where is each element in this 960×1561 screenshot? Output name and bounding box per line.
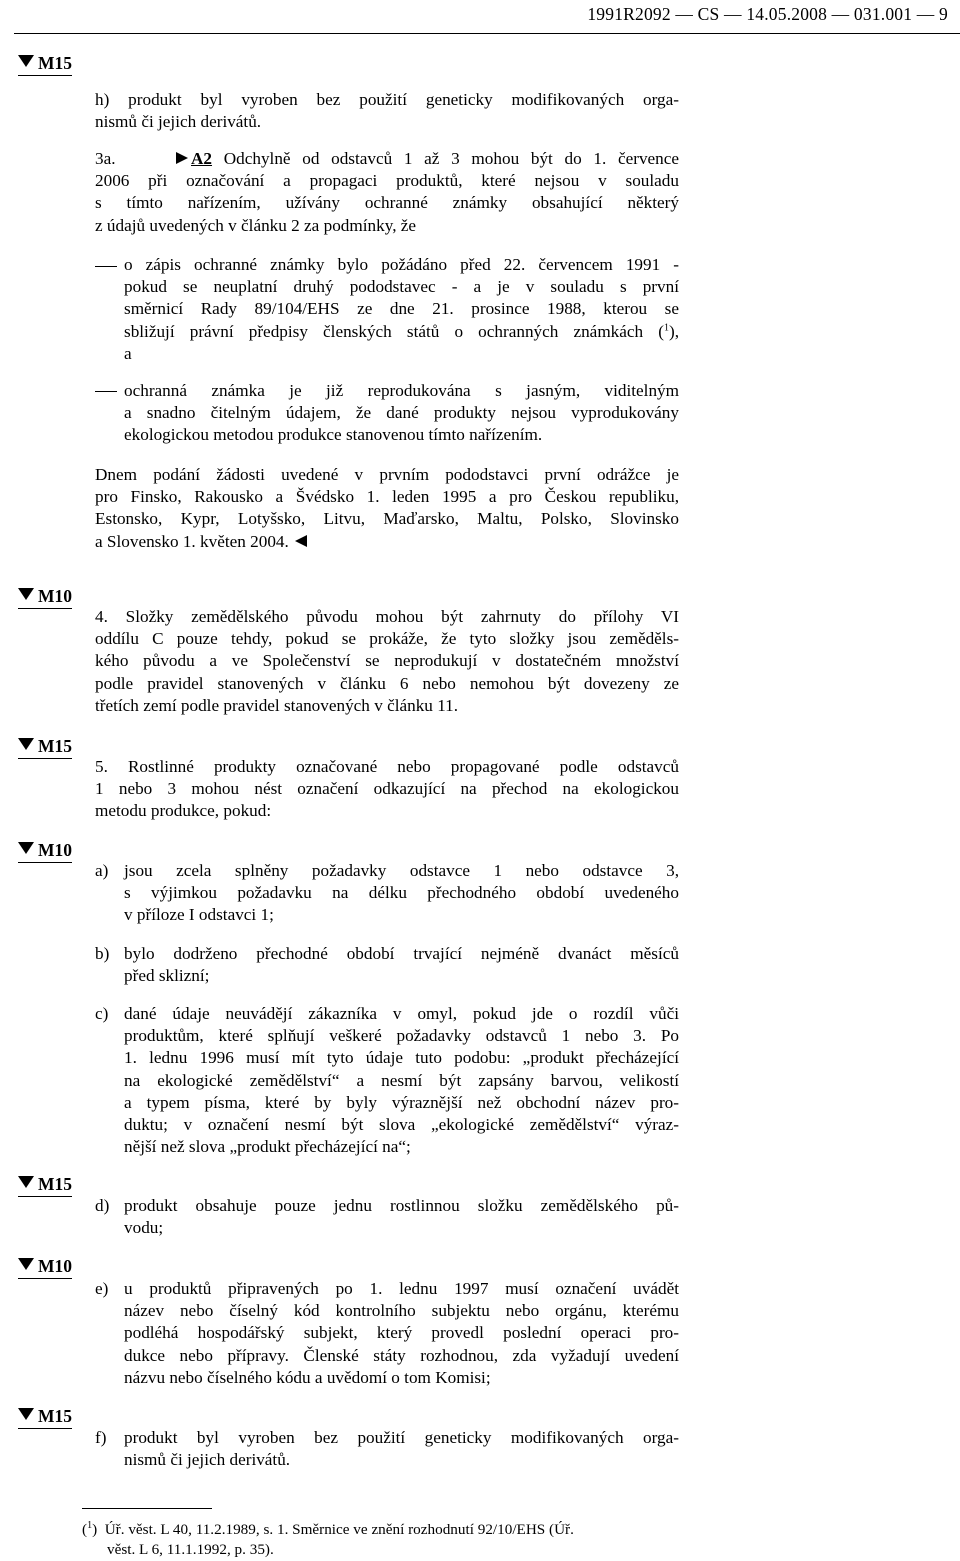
item-b-label: b) bbox=[95, 944, 110, 963]
running-header bbox=[0, 0, 960, 36]
triangle-down-icon bbox=[18, 842, 34, 854]
amendment-start-arrow-icon bbox=[176, 152, 188, 164]
triangle-down-icon bbox=[18, 1176, 34, 1188]
amendment-marker: M10 bbox=[18, 1256, 72, 1279]
paragraph-4: 4. Složky zemědělského původu mohou být zahrnuty do přílohy VI oddílu C pouze tehdy, pokud se prokáže, že tyto složky jsou zeměděls- kého původu a ve Společenství se neprodukují v dostatečném množství podle pravidel stanovených v článku 6 nebo nemohou být dovezeny ze třetích zemí podle pravidel stanovených v článku 11. bbox=[95, 607, 679, 715]
footnote: ($^1$) Úř. věst. L 40, 11.2.1989, s. 1. Směrnice ve znění rozhodnutí 92/10/EHS (Úř. věst. L 6, 11.1.1992, p. 35). bbox=[82, 1519, 574, 1558]
dash-item-1: o zápis ochranné známky bylo požádáno před 22. červencem 1991 - pokud se neuplatní druhý pododstavec - a je v souladu s první směrnicí Rady 89/104/EHS ze dne 21. prosince 1988, kterou se sbližují právní předpisy členských států o ochranných známkách ($^1$), a bbox=[124, 255, 679, 363]
item-a: jsou zcela splněny požadavky odstavce 1 nebo odstavce 3, s výjimkou požadavku na délku přechodného období uvedeného v příloze I odstavci 1; bbox=[124, 861, 679, 925]
triangle-down-icon bbox=[18, 738, 34, 750]
item-a-label: a) bbox=[95, 861, 109, 880]
header-rule bbox=[14, 33, 960, 34]
paragraph-dnem: Dnem podání žádosti uvedené v prvním pododstavci první odrážce je pro Finsko, Rakousko a Švédsko 1. leden 1995 a pro Českou republiku, Estonsko, Kypr, Lotyšsko, Litvu, Maďarsko, Maltu, Polsko, Slovinsko a Slovensko 1. květen 2004. bbox=[95, 465, 679, 551]
paragraph-h: h) produkt byl vyroben bez použití geneticky modifikovaných orga- nismů či jejich derivátů. bbox=[95, 90, 679, 132]
item-f: produkt byl vyroben bez použití geneticky modifikovaných orga- nismů či jejich derivátů. bbox=[124, 1428, 679, 1470]
dash-item-2: ochranná známka je již reprodukována s jasným, viditelným a snadno čitelným údajem, že dané produkty nejsou vyprodukovány ekologickou metodou produkce stanovenou tímto nařízením. bbox=[124, 381, 679, 445]
item-b: bylo dodrženo přechodné období trvající nejméně dvanáct měsíců před sklizní; bbox=[124, 944, 679, 986]
item-d: produkt obsahuje pouze jednu rostlinnou složku zemědělského pů- vodu; bbox=[124, 1196, 679, 1238]
item-c-label: c) bbox=[95, 1004, 109, 1023]
footnote-rule bbox=[82, 1508, 212, 1509]
paragraph-5: 5. Rostlinné produkty označované nebo propagované podle odstavců 1 nebo 3 mohou nést označení odkazující na přechod na ekologickou metodu produkce, pokud: bbox=[95, 757, 679, 821]
amendment-marker: M15 bbox=[18, 53, 72, 76]
amendment-ref: A2 bbox=[191, 149, 213, 168]
amendment-marker: M10 bbox=[18, 586, 72, 609]
dash-bullet bbox=[95, 266, 117, 267]
footnote-ref: 1 bbox=[663, 321, 669, 333]
item-c: dané údaje neuvádějí zákazníka v omyl, pokud jde o rozdíl vůči produktům, které splňují veškeré požadavky odstavců 1 nebo 3. Po 1. lednu 1996 musí mít tyto údaje tuto podobu: „produkt přecházející na ekologické zemědělství“ a nesmí být zapsány barvou, velikostí a typem písma, které by byly výraznější než obchodní název pro- duktu; v označení nesmí být slova „ekologické zemědělství“ výraz- nější než slova „produkt přecházející na“; bbox=[124, 1004, 679, 1157]
item-e: u produktů připravených po 1. lednu 1997 musí označení uvádět název nebo číselný kód kontrolního subjektu nebo orgánu, kterému podléhá hospodářský subjekt, který provedl poslední operaci pro- dukce nebo přípravy. Členské státy rozhodnou, zda vyžadují uvedení názvu nebo číselného kódu a uvědomí o tom Komisi; bbox=[124, 1279, 679, 1387]
item-f-label: f) bbox=[95, 1428, 107, 1447]
amendment-marker: M10 bbox=[18, 840, 72, 863]
header-reference: 1991R2092 — CS — 14.05.2008 — 031.001 — 9 bbox=[587, 4, 948, 24]
paragraph-3a: 3a. A2 Odchylně od odstavců 1 až 3 mohou být do 1. července 2006 při označování a propagaci produktů, které nejsou v souladu s tímto nařízením, užívány ochranné známky obsahující některý z údajů uvedených v článku 2 za podmínky, že bbox=[95, 149, 680, 235]
amendment-marker: M15 bbox=[18, 1406, 72, 1429]
item-d-label: d) bbox=[95, 1196, 110, 1215]
dash-bullet bbox=[95, 391, 117, 392]
triangle-down-icon bbox=[18, 55, 34, 67]
item-e-label: e) bbox=[95, 1279, 109, 1298]
amendment-marker: M15 bbox=[18, 1174, 72, 1197]
amendment-end-arrow-icon bbox=[295, 535, 307, 547]
triangle-down-icon bbox=[18, 1258, 34, 1270]
amendment-marker: M15 bbox=[18, 736, 72, 759]
triangle-down-icon bbox=[18, 588, 34, 600]
triangle-down-icon bbox=[18, 1408, 34, 1420]
